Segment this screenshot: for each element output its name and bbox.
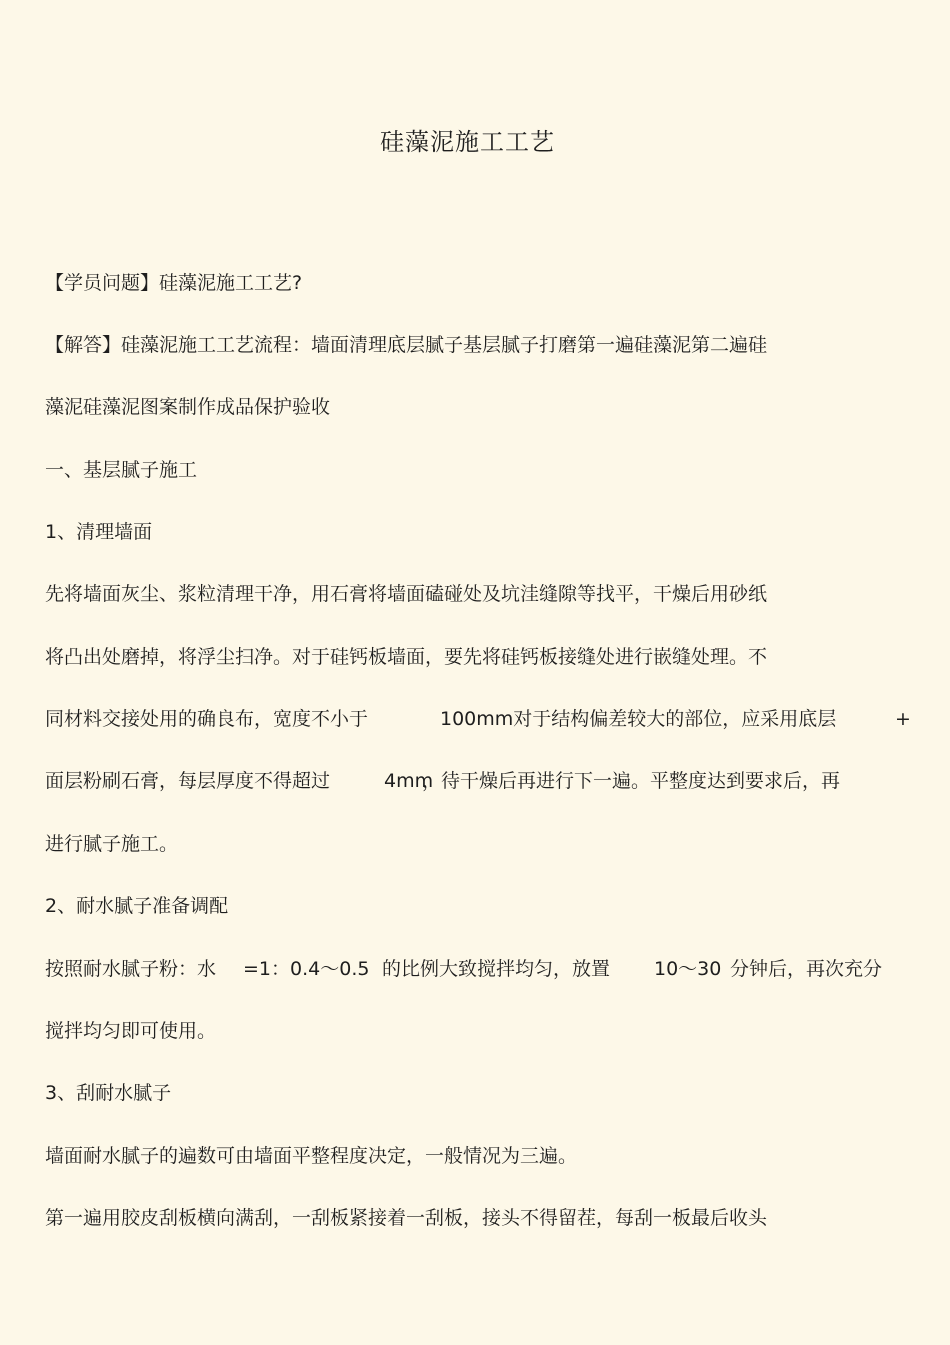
paragraph-line: 搅拌均匀即可使用。 <box>45 1020 217 1042</box>
paragraph-line: 先将墙面灰尘、浆粒清理干净，用石膏将墙面磕碰处及坑洼缝隙等找平，干燥后用砂纸 <box>45 583 768 605</box>
paragraph-line-segment: 面层粉刷石膏，每层厚度不得超过 <box>45 770 331 792</box>
paragraph-line-segment: + <box>895 708 911 730</box>
answer-line-1: 【解答】硅藻泥施工工艺流程：墙面清理底层腻子基层腻子打磨第一遍硅藻泥第二遍硅 <box>45 334 768 356</box>
step-heading: 3、刮耐水腻子 <box>45 1082 172 1104</box>
page-title: 硅藻泥施工工艺 <box>380 128 555 156</box>
paragraph-line: 将凸出处磨掉，将浮尘扫净。对于硅钙板墙面，要先将硅钙板接缝处进行嵌缝处理。不 <box>45 646 768 668</box>
paragraph-line-segment: 分钟后，再次充分 <box>730 958 883 980</box>
paragraph-line-segment: 100mm对于结构偏差较大的部位，应采用底层 <box>440 708 837 730</box>
paragraph-line: 第一遍用胶皮刮板横向满刮，一刮板紧接着一刮板，接头不得留茬，每刮一板最后收头 <box>45 1207 768 1229</box>
paragraph-line-segment: 按照耐水腻子粉：水 <box>45 958 217 980</box>
paragraph-line-segment: 4mm <box>384 770 434 792</box>
question-line: 【学员问题】硅藻泥施工工艺? <box>45 272 303 294</box>
paragraph-line-segment: ，待干燥后再进行下一遍。平整度达到要求后，再 <box>422 770 841 792</box>
step-heading: 1、清理墙面 <box>45 521 153 543</box>
step-heading: 2、耐水腻子准备调配 <box>45 895 229 917</box>
answer-line-2: 藻泥硅藻泥图案制作成品保护验收 <box>45 396 331 418</box>
paragraph-line-segment: 的比例大致搅拌均匀，放置 <box>382 958 611 980</box>
paragraph-line-segment: =1：0.4～0.5 <box>243 958 370 980</box>
paragraph-line: 进行腻子施工。 <box>45 833 179 855</box>
paragraph-line-segment: 10～30 <box>654 958 722 980</box>
paragraph-line: 墙面耐水腻子的遍数可由墙面平整程度决定，一般情况为三遍。 <box>45 1145 578 1167</box>
paragraph-line-segment: 同材料交接处用的确良布，宽度不小于 <box>45 708 369 730</box>
section-heading: 一、基层腻子施工 <box>45 459 198 481</box>
